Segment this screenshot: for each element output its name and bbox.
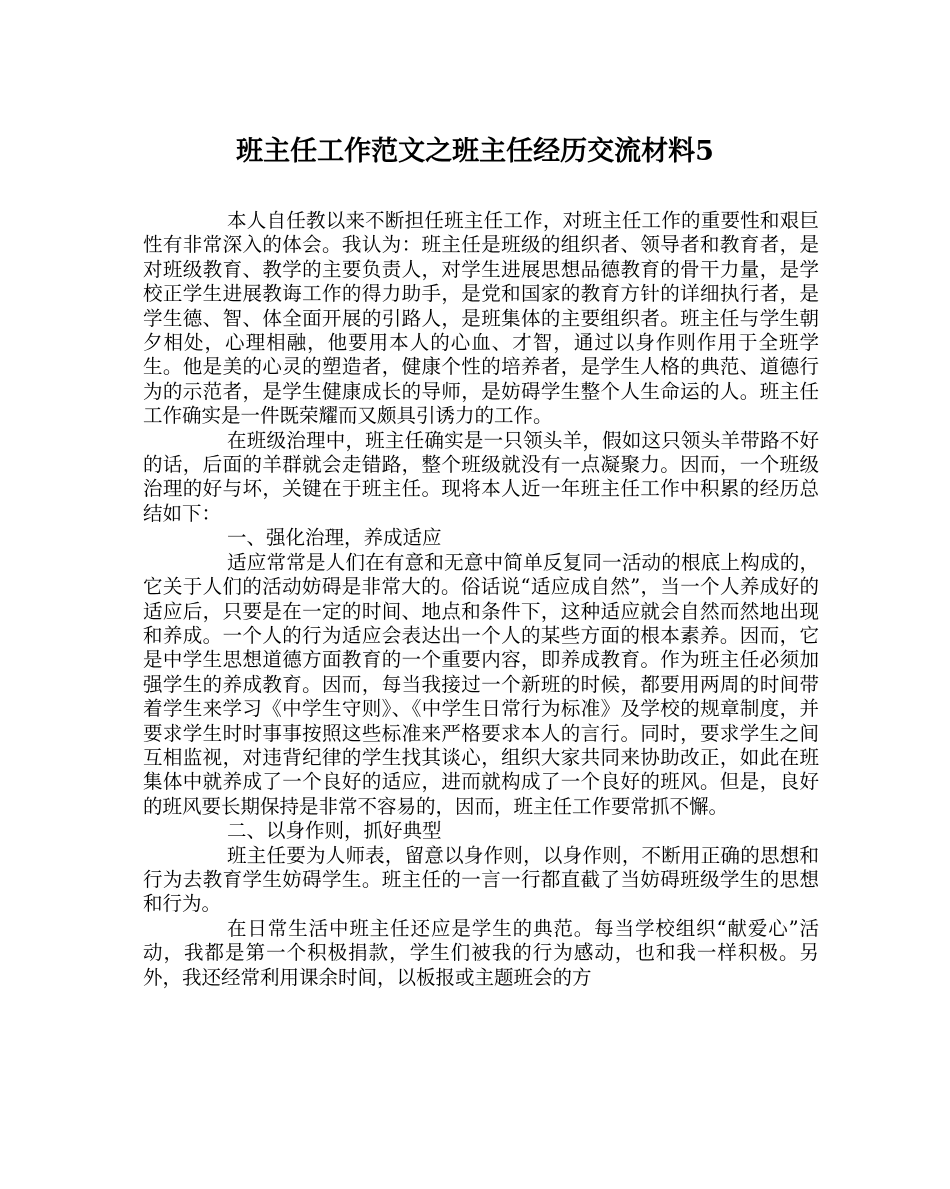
document-title: 班主任工作范文之班主任经历交流材料5	[236, 136, 714, 167]
paragraph: 本人自任教以来不断担任班主任工作，对班主任工作的重要性和艰巨性有非常深入的体会。我认为：班主任是班级的组织者、领导者和教育者，是对班级教育、教学的主要负责人，对学生进展思想品德教育的骨干力量，是学校正学生进展教诲工作的得力助手，是党和国家的教育方针的详细执行者，是学生德、智、体全面开展的引路人，是班集体的主要组织者。班主任与学生朝夕相处，心理相融，他要用本人的心血、才智，通过以身作则作用于全班学生。他是美的心灵的塑造者，健康个性的培养者，是学生人格的典范、道德行为的示范者，是学生健康成长的导师，是妨碍学生整个人生命运的人。班主任工作确实是一件既荣耀而又颇具引诱力的工作。	[143, 209, 819, 428]
paragraph: 在日常生活中班主任还应是学生的典范。每当学校组织“献爱心”活动，我都是第一个积极捐款，学生们被我的行为感动，也和我一样积极。另外，我还经常利用课余时间，以板报或主题班会的方	[143, 916, 819, 989]
paragraph: 班主任要为人师表，留意以身作则，以身作则，不断用正确的思想和行为去教育学生妨碍学生。班主任的一言一行都直截了当妨碍班级学生的思想和行为。	[143, 843, 819, 916]
paragraph: 在班级治理中，班主任确实是一只领头羊，假如这只领头羊带路不好的话，后面的羊群就会走错路，整个班级就没有一点凝聚力。因而，一个班级治理的好与坏，关键在于班主任。现将本人近一年班主任工作中积累的经历总结如下：	[143, 428, 819, 525]
paragraph: 适应常常是人们在有意和无意中简单反复同一活动的根底上构成的，它关于人们的活动妨碍是非常大的。俗话说“适应成自然”，当一个人养成好的适应后，只要是在一定的时间、地点和条件下，这种适应就会自然而然地出现和养成。一个人的行为适应会表达出一个人的某些方面的根本素养。因而，它是中学生思想道德方面教育的一个重要内容，即养成教育。作为班主任必须加强学生的养成教育。因而，每当我接过一个新班的时候，都要用两周的时间带着学生来学习《中学生守则》、《中学生日常行为标准》及学校的规章制度，并要求学生时时事事按照这些标准来严格要求本人的言行。同时，要求学生之间互相监视，对违背纪律的学生找其谈心，组织大家共同来协助改正，如此在班集体中就养成了一个良好的适应，进而就构成了一个良好的班风。但是，良好的班风要长期保持是非常不容易的，因而，班主任工作要常抓不懈。	[143, 550, 819, 818]
section-heading: 二、以身作则，抓好典型	[227, 819, 442, 843]
section-heading: 一、强化治理，养成适应	[227, 526, 442, 550]
document-body	[143, 209, 819, 990]
